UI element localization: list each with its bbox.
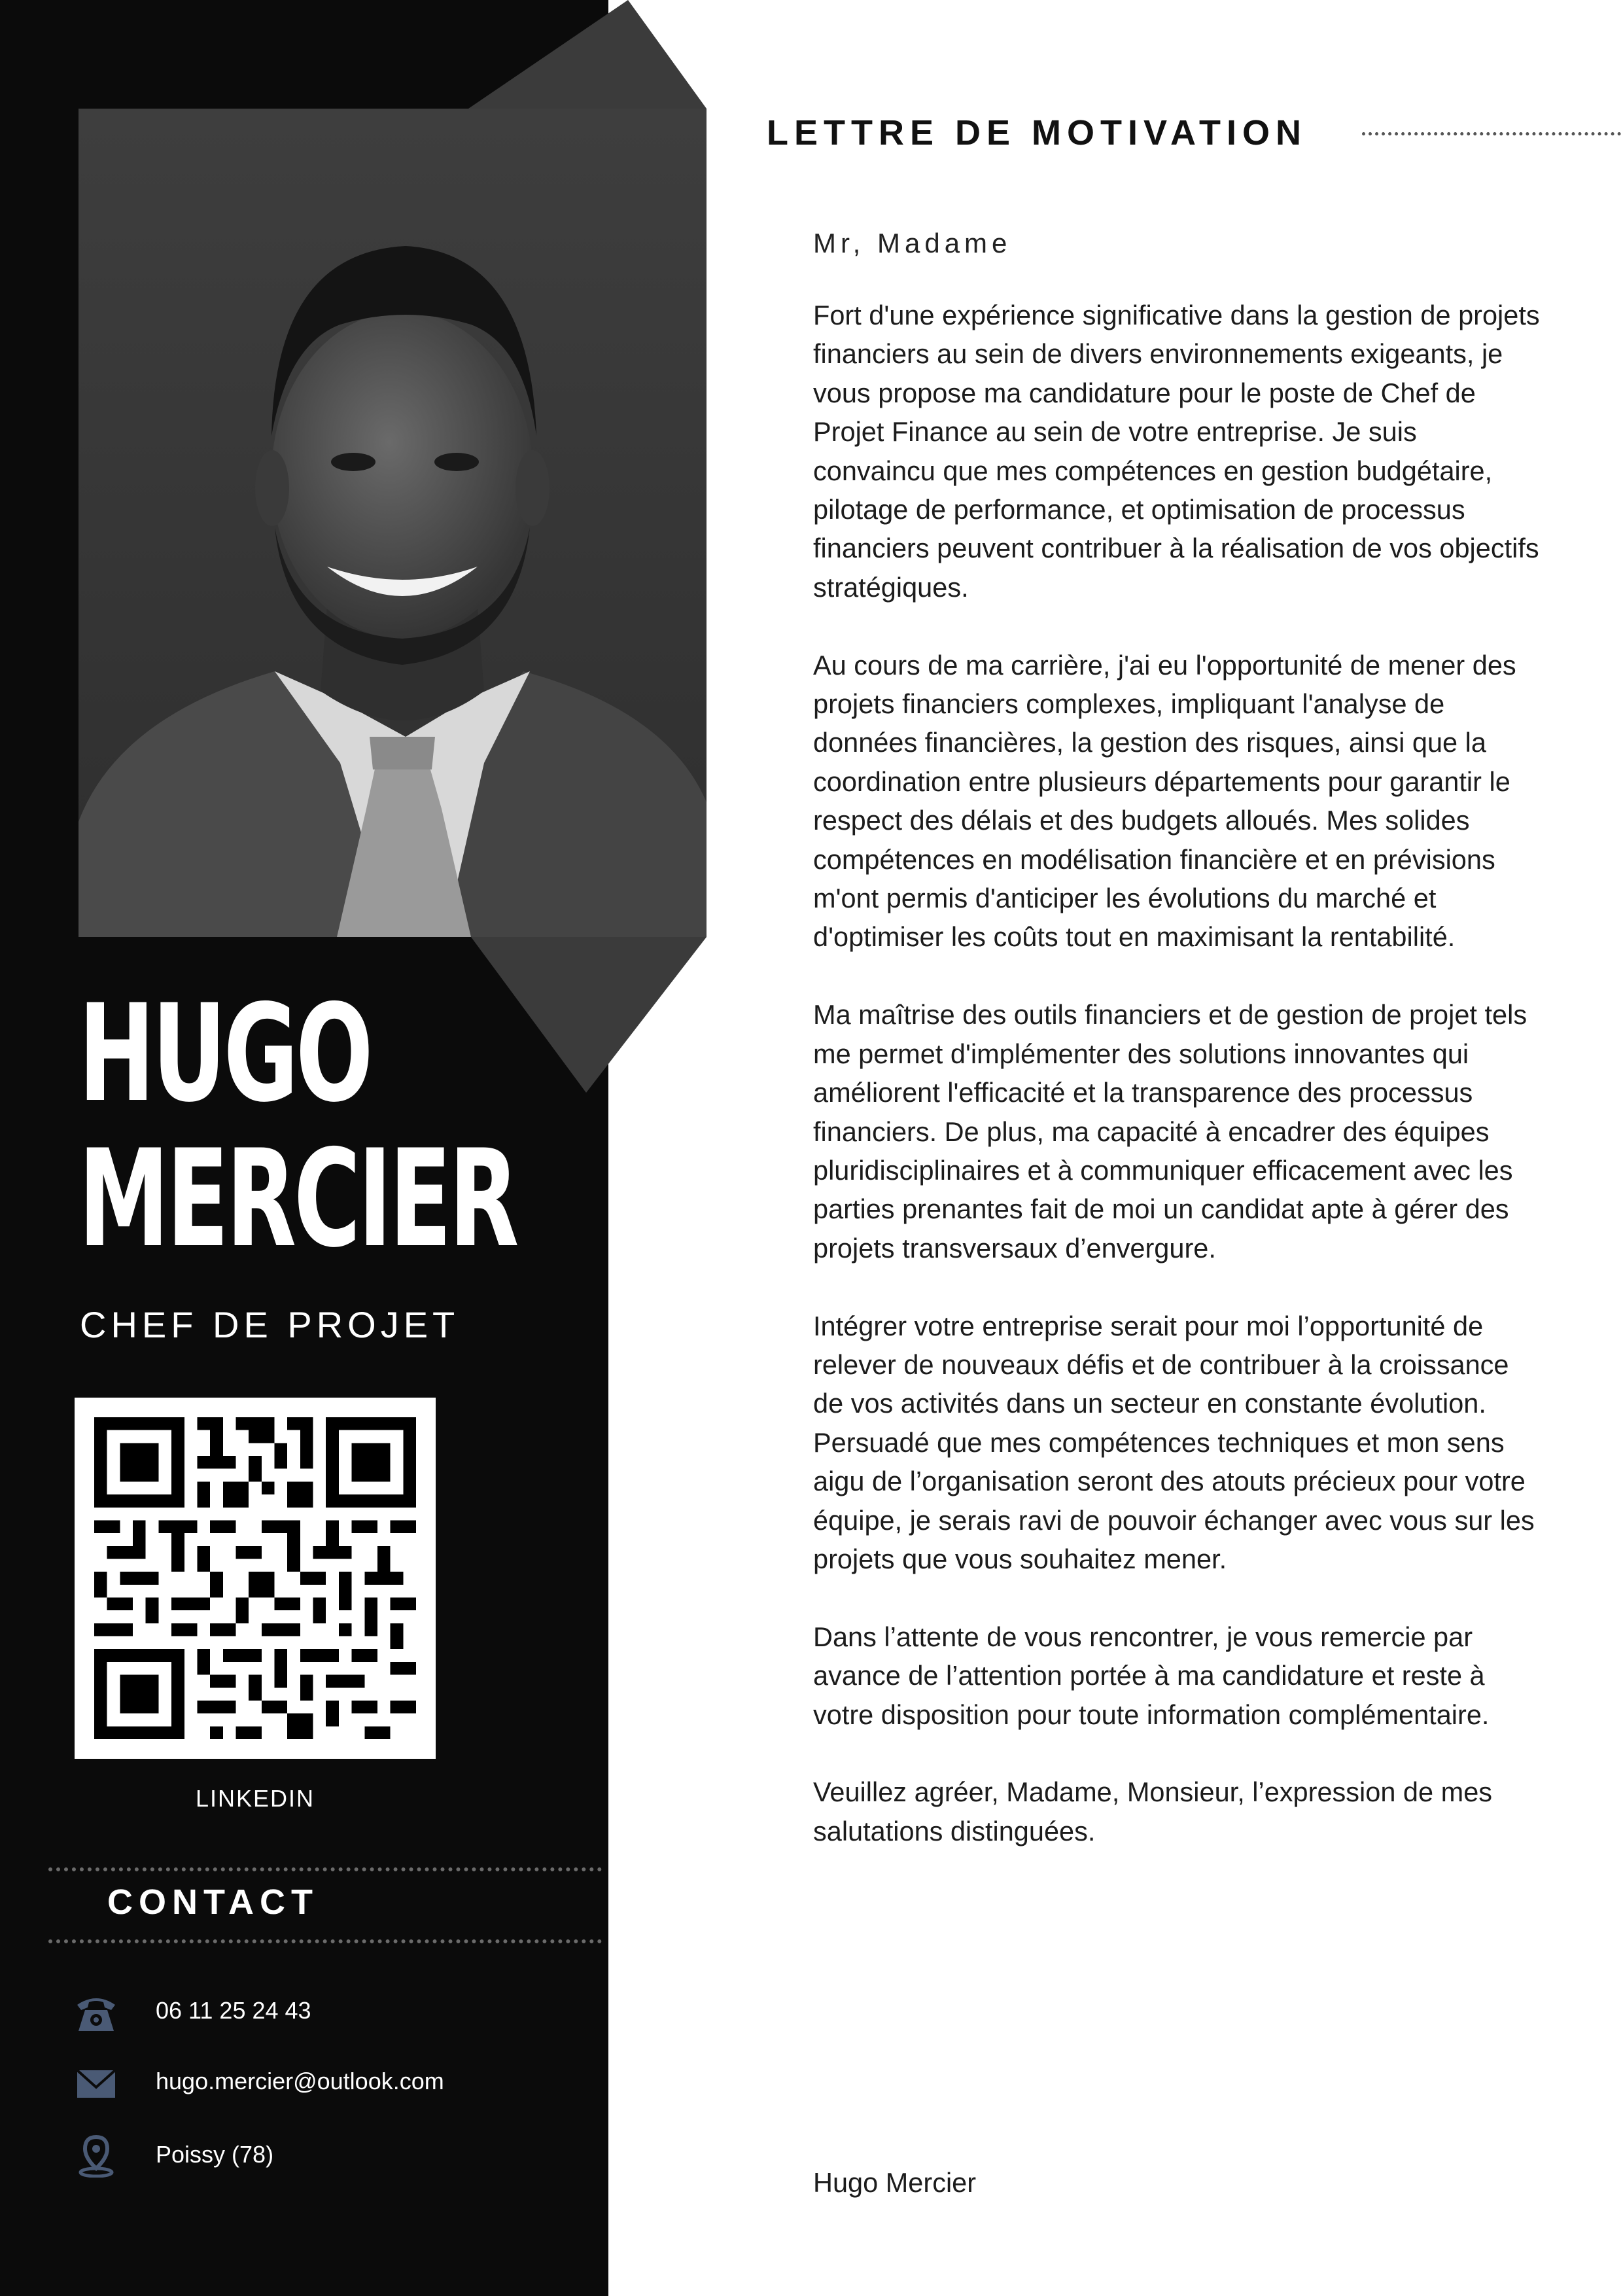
letter-heading: LETTRE DE MOTIVATION	[767, 113, 1307, 152]
letter-paragraph: Au cours de ma carrière, j'ai eu l'opportunité de mener des projets financiers complexes, impliquant l'analyse de données financières, la gestion des risques, ainsi que la coordination entre plusieurs départements pour garantir le respect des délais et des budgets alloués. Mes solides compétences en modélisation financière et en prévisions m'ont permis d'anticiper les évolutions du marché et d'optimiser les coûts tout en maximisant la rentabilité.	[813, 649, 1516, 953]
portrait-illustration	[79, 109, 707, 937]
letter-paragraph: Ma maîtrise des outils financiers et de gestion de projet tels me permet d'implémenter des solutions innovantes qui améliorent l'efficacité et la transparence des processus financiers. De plus, ma capacité à encadrer des équipes pluridisciplinaires et à communiquer efficacement avec les parties prenantes fait de moi un candidat apte à gérer des projets transversaux d’envergure.	[813, 999, 1527, 1263]
phone-icon	[73, 1990, 119, 2034]
qr-caption: LINKEDIN	[195, 1785, 315, 1812]
candidate-name	[79, 976, 517, 1277]
qr-code-icon	[94, 1417, 416, 1739]
phone-number: 06 11 25 24 43	[156, 1997, 311, 2024]
contact-heading: CONTACT	[107, 1882, 319, 1922]
location-pin-icon	[73, 2134, 119, 2178]
linkedin-qr-code[interactable]	[75, 1398, 436, 1759]
job-title: CHEF DE PROJET	[80, 1304, 460, 1345]
contact-divider-top	[48, 1867, 602, 1871]
profile-photo	[79, 109, 707, 937]
letter-body	[813, 296, 1546, 1890]
letter-paragraph: Veuillez agréer, Madame, Monsieur, l’expression de mes salutations distinguées.	[813, 1776, 1493, 1846]
letter-paragraph: Dans l’attente de vous rencontrer, je vous remercie par avance de l’attention portée à ma candidature et reste à votre disposition pour toute information complémentaire.	[813, 1621, 1490, 1730]
letter-salutation: Mr, Madame	[813, 228, 1012, 258]
location-text: Poissy (78)	[156, 2141, 274, 2168]
contact-divider-bottom	[48, 1939, 602, 1943]
last-name: MERCIER	[79, 1122, 517, 1277]
letter-signature: Hugo Mercier	[813, 2167, 977, 2198]
email-address: hugo.mercier@outlook.com	[156, 2068, 444, 2094]
letter-paragraph: Fort d'une expérience significative dans la gestion de projets financiers au sein de divers environnements exigeants, je vous propose ma candidature pour le poste de Chef de Projet Finance au sein de votre entreprise. Je suis convaincu que mes compétences en gestion budgétaire, pilotage de performance, et optimisation de processus financiers peuvent contribuer à la réalisation de vos objectifs stratégiques.	[813, 300, 1540, 603]
first-name: HUGO	[79, 976, 371, 1132]
heading-dotted-rule	[1362, 132, 1621, 135]
decorative-top-triangle	[468, 0, 707, 109]
letter-paragraph: Intégrer votre entreprise serait pour moi l’opportunité de relever de nouveaux défis et de contribuer à la croissance de vos activités dans un secteur en constante évolution. Persuadé que mes compétences techniques et mon sens aigu de l’organisation seront des atouts précieux pour votre équipe, je serais ravi de pouvoir échanger avec vous sur les projets que vous souhaitez mener.	[813, 1310, 1535, 1574]
mail-icon	[73, 2061, 119, 2104]
